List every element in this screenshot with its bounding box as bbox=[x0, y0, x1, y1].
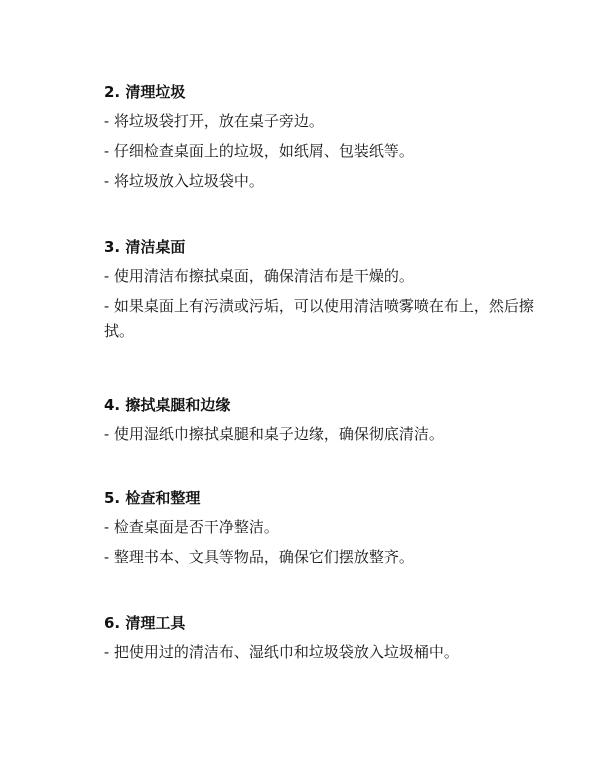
list-item: - 整理书本、文具等物品，确保它们摆放整齐。 bbox=[104, 548, 414, 566]
section-clean-tools bbox=[104, 613, 534, 672]
list-item: - 把使用过的清洁布、湿纸巾和垃圾袋放入垃圾桶中。 bbox=[104, 643, 459, 661]
list-item: - 如果桌面上有污渍或污垢，可以使用清洁喷雾喷在布上，然后擦拭。 bbox=[104, 297, 534, 340]
list-item: - 仔细检查桌面上的垃圾，如纸屑、包装纸等。 bbox=[104, 142, 414, 160]
section-heading: 4. 擦拭桌腿和边缘 bbox=[104, 396, 231, 414]
section-heading: 6. 清理工具 bbox=[104, 614, 186, 632]
section-check-organize bbox=[104, 488, 534, 577]
list-item: - 使用清洁布擦拭桌面，确保清洁布是干燥的。 bbox=[104, 267, 414, 285]
list-item: - 将垃圾放入垃圾袋中。 bbox=[104, 172, 264, 190]
section-clean-desktop bbox=[104, 237, 534, 354]
list-item: - 将垃圾袋打开，放在桌子旁边。 bbox=[104, 112, 324, 130]
section-clean-trash bbox=[104, 82, 534, 201]
section-wipe-legs-edges bbox=[104, 395, 534, 454]
section-heading: 5. 检查和整理 bbox=[104, 489, 201, 507]
list-item: - 使用湿纸巾擦拭桌腿和桌子边缘，确保彻底清洁。 bbox=[104, 425, 444, 443]
list-item: - 检查桌面是否干净整洁。 bbox=[104, 518, 279, 536]
section-heading: 3. 清洁桌面 bbox=[104, 238, 186, 256]
section-heading: 2. 清理垃圾 bbox=[104, 83, 186, 101]
